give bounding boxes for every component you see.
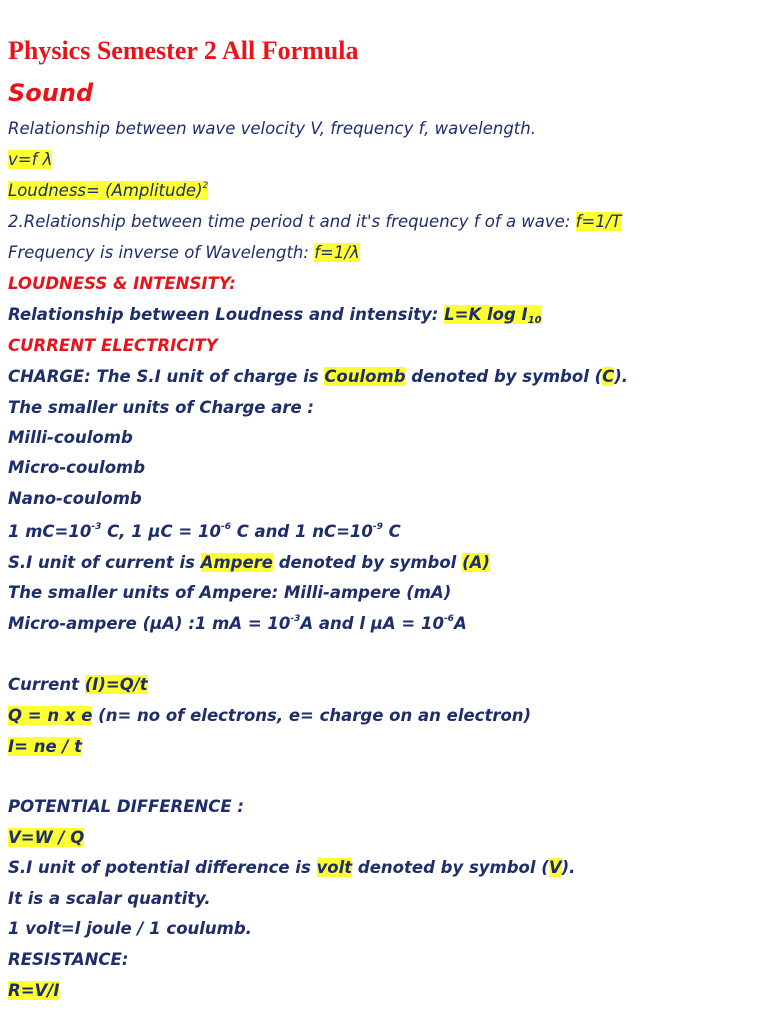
- micro-amp-text-c: A: [453, 614, 467, 633]
- charge-smaller-units: The smaller units of Charge are :: [8, 398, 315, 417]
- resistance-heading: RESISTANCE:: [8, 950, 129, 969]
- time-period-formula: f=1/T: [575, 212, 622, 231]
- current-label: Current: [8, 675, 85, 694]
- potential-unit-line: [8, 857, 575, 879]
- volt-definition-line: 1 volt=l joule / 1 coulumb.: [8, 919, 252, 938]
- potential-unit-text-c: ).: [561, 858, 576, 877]
- micro-amp-text-a: Micro-ampere (μA) :1 mA = 10: [8, 614, 291, 633]
- loudness-intensity-line: [8, 304, 542, 326]
- micro-ampere-line: [8, 613, 467, 635]
- potential-formula-line: [8, 827, 84, 849]
- micro-amp-sup-2: -6: [443, 614, 454, 624]
- frequency-wavelength-text: Frequency is inverse of Wavelength:: [8, 243, 315, 262]
- milli-coulomb-item: Milli-coulomb: [8, 428, 133, 447]
- current-unit-text-a: S.I unit of current is: [8, 553, 201, 572]
- wave-velocity-relationship: Relationship between wave velocity V, frequency f, wavelength.: [8, 119, 536, 138]
- current-unit-text-b: denoted by symbol: [272, 553, 463, 572]
- loudness-line: [8, 180, 208, 202]
- current-ne-formula: I= ne / t: [8, 737, 83, 756]
- potential-unit-text-a: S.I unit of potential difference is: [8, 858, 317, 877]
- micro-amp-text-b: A and l μA = 10: [300, 614, 444, 633]
- sound-heading: Sound: [8, 79, 94, 107]
- charge-quantization-line: [8, 705, 531, 727]
- current-formula-line: [8, 674, 148, 696]
- micro-amp-sup-1: -3: [290, 614, 301, 624]
- loudness-intensity-formula: [444, 305, 541, 324]
- current-formula: (I)=Q/t: [84, 675, 148, 694]
- conv-text-c: C and 1 nC=10: [230, 522, 373, 541]
- charge-quantization-note: (n= no of electrons, e= charge on an electron): [92, 706, 532, 725]
- micro-coulomb-item: Micro-coulomb: [8, 458, 146, 477]
- scalar-quantity-line: It is a scalar quantity.: [8, 889, 211, 908]
- resistance-formula-line: [8, 980, 59, 1002]
- loudness-formula-exponent: 2: [202, 181, 209, 191]
- conv-text-d: C: [382, 522, 401, 541]
- loudness-intensity-text: Relationship between Loudness and intensity:: [8, 305, 445, 324]
- potential-unit-volt: volt: [316, 858, 353, 877]
- current-unit-symbol: (A): [462, 553, 490, 572]
- loudness-formula: [8, 181, 208, 200]
- potential-difference-heading: POTENTIAL DIFFERENCE :: [8, 797, 245, 816]
- resistance-formula: R=V/I: [8, 981, 60, 1000]
- nano-coulomb-item: Nano-coulomb: [8, 489, 142, 508]
- loudness-intensity-formula-subscript: 10: [527, 315, 542, 326]
- time-period-line: [8, 211, 621, 233]
- charge-conversion-line: [8, 521, 401, 543]
- current-unit-line: [8, 552, 490, 574]
- conv-sup-b: -6: [220, 522, 231, 532]
- conv-sup-a: -3: [91, 522, 102, 532]
- ampere-smaller-units: The smaller units of Ampere: Milli-ampere (mA): [8, 583, 452, 602]
- charge-unit-text-a: CHARGE: The S.I unit of charge is: [8, 367, 325, 386]
- frequency-wavelength-line: [8, 242, 360, 264]
- charge-quantization-formula: Q = n x e: [8, 706, 93, 725]
- conv-text-b: C, 1 μC = 10: [101, 522, 221, 541]
- conv-sup-c: -9: [372, 522, 383, 532]
- wave-velocity-formula: v=f λ: [8, 150, 53, 169]
- loudness-formula-text: Loudness= (Amplitude): [8, 181, 203, 200]
- potential-formula: V=W / Q: [8, 828, 85, 847]
- time-period-text: 2.Relationship between time period t and it's frequency f of a wave:: [8, 212, 576, 231]
- charge-unit-text-b: denoted by symbol (: [405, 367, 603, 386]
- current-electricity-heading: CURRENT ELECTRICITY: [8, 336, 218, 355]
- loudness-intensity-formula-text: L=K log I: [444, 305, 528, 324]
- charge-unit-line: [8, 366, 628, 388]
- potential-unit-symbol: V: [548, 858, 562, 877]
- page-title: Physics Semester 2 All Formula: [8, 36, 359, 65]
- current-ne-line: [8, 736, 82, 758]
- charge-unit-coulomb: Coulomb: [324, 367, 406, 386]
- charge-unit-symbol: C: [602, 367, 615, 386]
- frequency-wavelength-formula: f=1/λ: [314, 243, 360, 262]
- charge-unit-text-c: ).: [614, 367, 629, 386]
- current-unit-ampere: Ampere: [200, 553, 273, 572]
- wave-formula-line: [8, 149, 52, 171]
- conv-text-a: 1 mC=10: [8, 522, 92, 541]
- loudness-intensity-heading: LOUDNESS & INTENSITY:: [8, 274, 236, 293]
- potential-unit-text-b: denoted by symbol (: [352, 858, 549, 877]
